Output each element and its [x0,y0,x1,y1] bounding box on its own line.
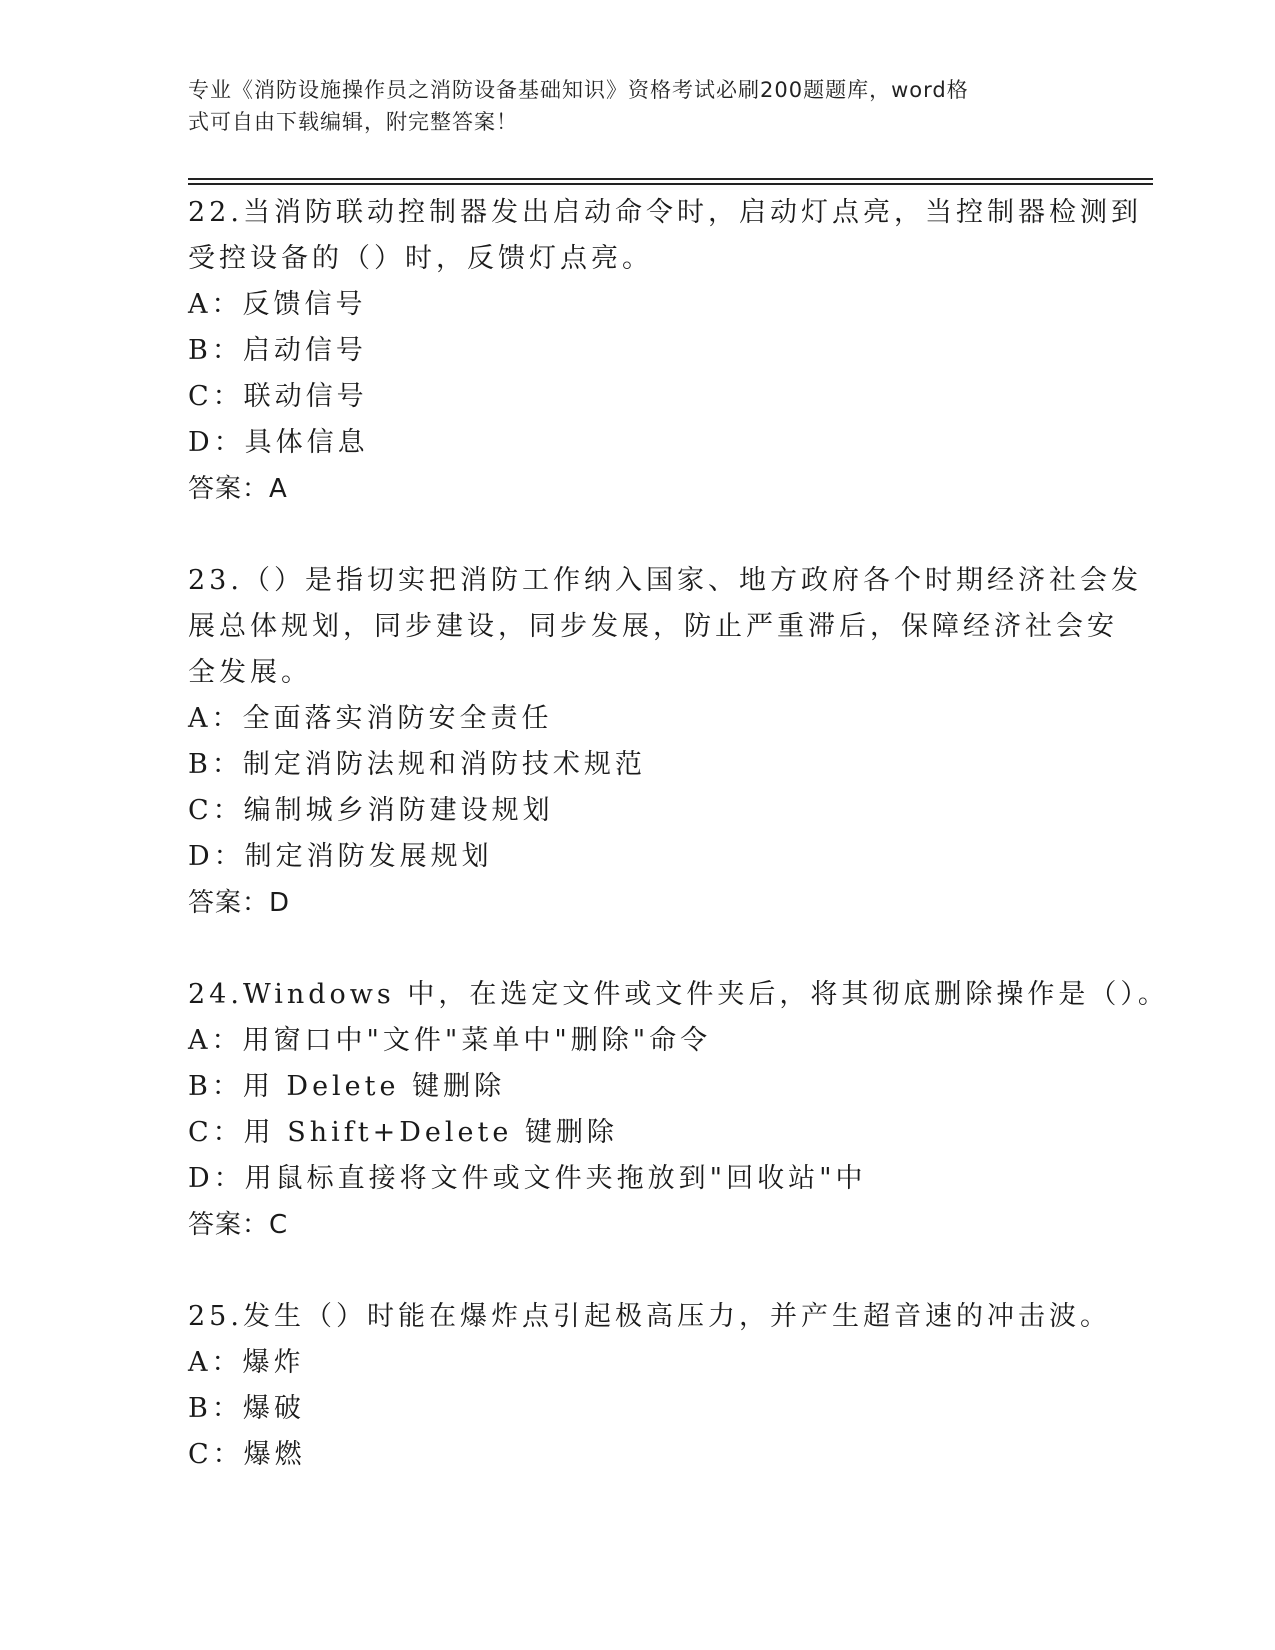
option-c: C：爆燃 [188,1439,306,1470]
header-divider-bottom [188,183,1153,185]
question-list [188,190,1169,1524]
answer: 答案：C [188,1210,289,1240]
document-header [188,74,1068,138]
header-line-1: 专业《消防设施操作员之消防设备基础知识》资格考试必刷200题题库，word格 [188,78,969,102]
option-c: C：编制城乡消防建设规划 [188,795,554,826]
question-line: 受控设备的（）时，反馈灯点亮。 [188,243,653,274]
question-text [188,1294,1111,1340]
question-22 [188,190,1142,512]
header-divider-top [188,178,1153,180]
question-line: 展总体规划，同步建设，同步发展，防止严重滞后，保障经济社会安 [188,611,1118,642]
question-24 [188,972,1169,1248]
question-text [188,190,1142,282]
question-text [188,972,1169,1018]
option-a: A：全面落实消防安全责任 [188,703,553,734]
answer: 答案：A [188,474,288,504]
header-line-2: 式可自由下载编辑，附完整答案！ [188,110,518,134]
question-line: 25.发生（）时能在爆炸点引起极高压力，并产生超音速的冲击波。 [188,1301,1111,1332]
question-line: 全发展。 [188,657,312,688]
option-c: C：用 Shift+Delete 键删除 [188,1117,618,1148]
option-c: C：联动信号 [188,381,368,412]
option-d: D：制定消防发展规划 [188,841,493,872]
option-b: B：用 Delete 键删除 [188,1071,506,1102]
question-text [188,558,1142,696]
answer: 答案：D [188,888,291,918]
option-a: A：爆炸 [188,1347,305,1378]
option-b: B：启动信号 [188,335,367,366]
option-d: D：具体信息 [188,427,369,458]
option-d: D：用鼠标直接将文件或文件夹拖放到"回收站"中 [188,1163,867,1194]
question-line: 23.（）是指切实把消防工作纳入国家、地方政府各个时期经济社会发 [188,565,1142,596]
option-a: A：反馈信号 [188,289,367,320]
question-25 [188,1294,1111,1478]
question-line: 24.Windows 中，在选定文件或文件夹后，将其彻底删除操作是（）。 [188,979,1169,1010]
question-line: 22.当消防联动控制器发出启动命令时，启动灯点亮，当控制器检测到 [188,197,1142,228]
option-a: A：用窗口中"文件"菜单中"删除"命令 [188,1025,712,1056]
option-b: B：爆破 [188,1393,305,1424]
question-23 [188,558,1142,926]
option-b: B：制定消防法规和消防技术规范 [188,749,646,780]
